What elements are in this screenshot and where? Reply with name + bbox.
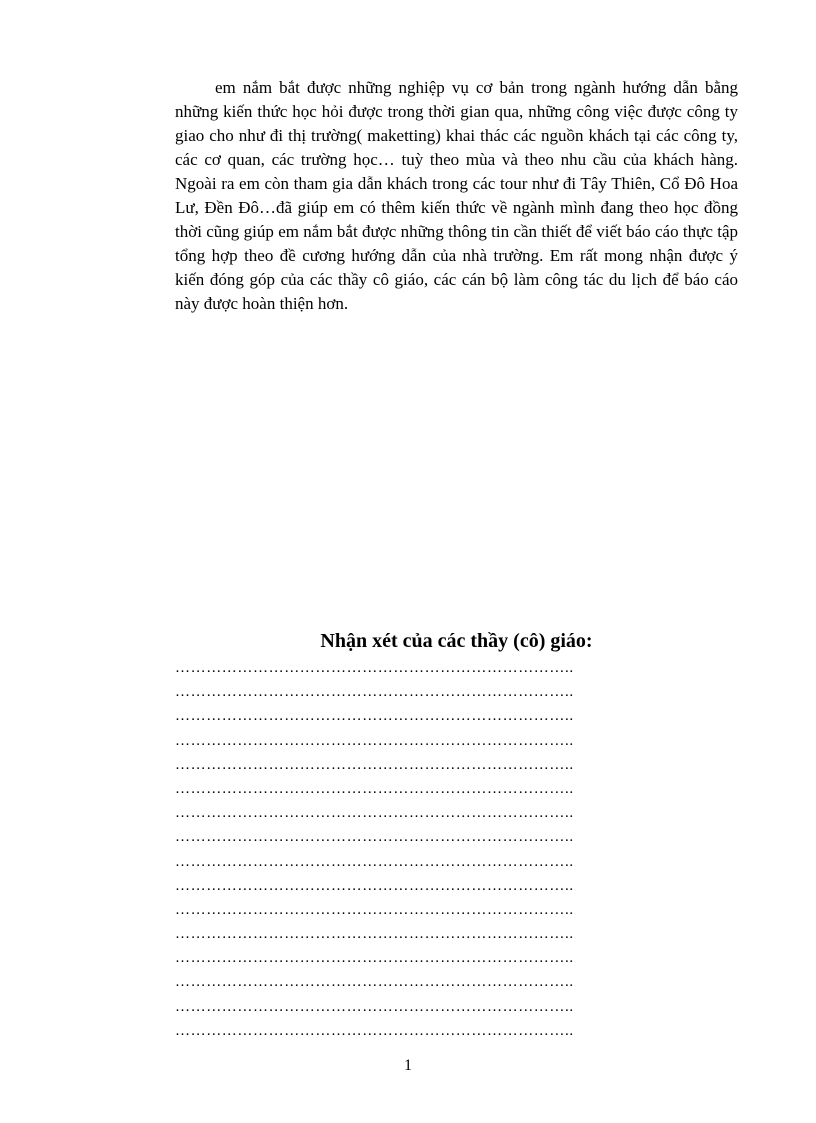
dot-line: ………………………………………………………………….. xyxy=(175,708,574,725)
dot-line: ………………………………………………………………….. xyxy=(175,877,574,894)
dot-line: ………………………………………………………………….. xyxy=(175,998,574,1015)
dot-line: ………………………………………………………………….. xyxy=(175,829,574,846)
dot-line: ………………………………………………………………….. xyxy=(175,974,574,991)
dot-line: ………………………………………………………………….. xyxy=(175,660,574,676)
comment-dot-lines xyxy=(175,656,738,1043)
dot-line: ………………………………………………………………….. xyxy=(175,853,574,870)
dot-line: ………………………………………………………………….. xyxy=(175,756,574,773)
dot-line: ………………………………………………………………….. xyxy=(175,950,574,967)
dot-line: ………………………………………………………………….. xyxy=(175,1022,574,1039)
body-paragraph: em nắm bắt được những nghiệp vụ cơ bản trong ngành hướng dẫn bằng những kiến thức học hỏi được trong thời gian qua, những công việc được công ty giao cho như đi thị trường( maketting) khai thác các nguồn khách tại các công ty, các cơ quan, các trường học… tuỳ theo mùa và theo nhu cầu của khách hàng. Ngoài ra em còn tham gia dẫn khách trong các tour như đi Tây Thiên, Cổ Đô Hoa Lư, Đền Đô…đã giúp em có thêm kiến thức về ngành mình đang theo học đồng thời cũng giúp em nắm bắt được những thông tin cần thiết để viết báo cáo thực tập tổng hợp theo đề cương hướng dẫn của nhà trường. Em rất mong nhận được ý kiến đóng góp của các thầy cô giáo, các cán bộ làm công tác du lịch để báo cáo này được hoàn thiện hơn. xyxy=(175,78,738,313)
dot-line: ………………………………………………………………….. xyxy=(175,780,574,797)
dot-line: ………………………………………………………………….. xyxy=(175,805,574,822)
comment-section-title: Nhận xét của các thầy (cô) giáo: xyxy=(320,630,593,652)
dot-line: ………………………………………………………………….. xyxy=(175,901,574,918)
dot-line: ………………………………………………………………….. xyxy=(175,732,574,749)
dot-line: ………………………………………………………………….. xyxy=(175,926,574,943)
dot-line: ………………………………………………………………….. xyxy=(175,684,574,701)
page-number: 1 xyxy=(404,1057,412,1074)
